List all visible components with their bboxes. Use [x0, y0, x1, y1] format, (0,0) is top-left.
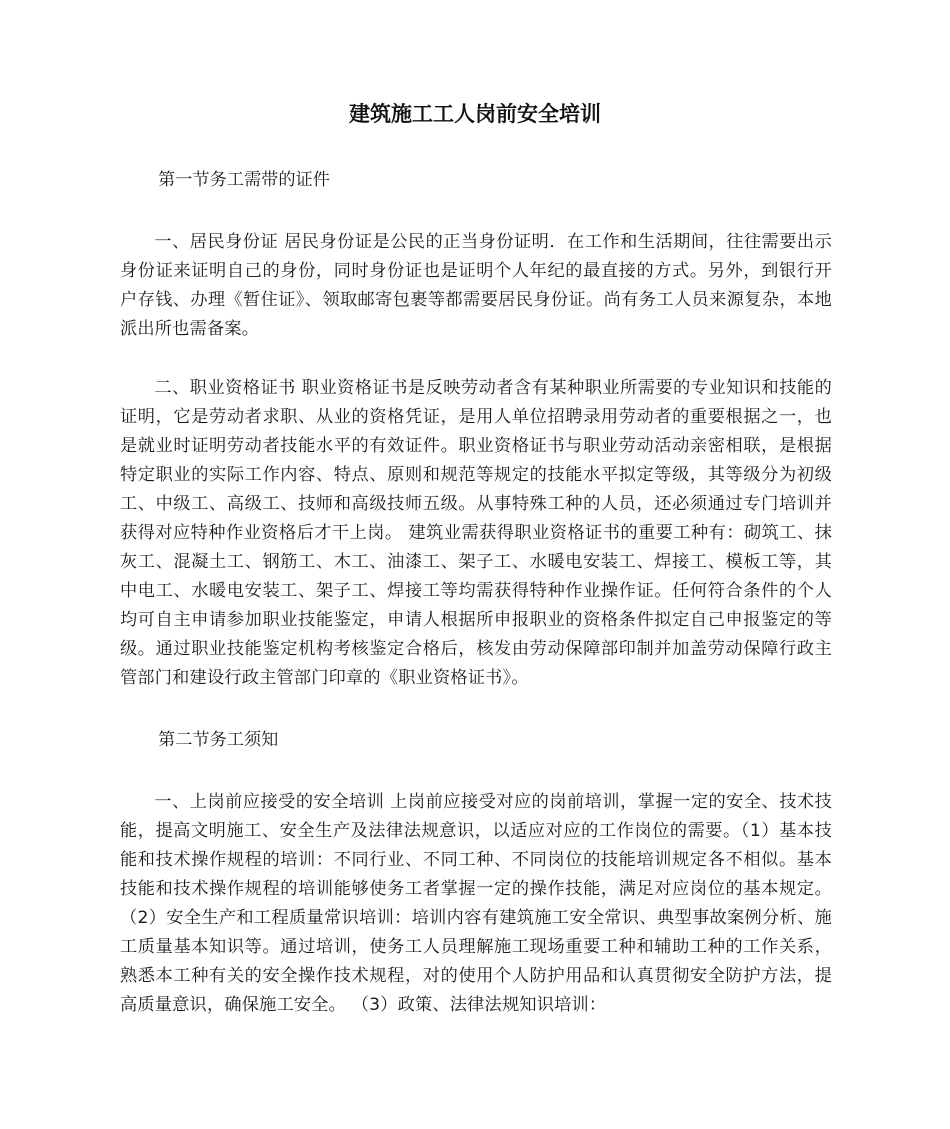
section1-heading: 第一节务工需带的证件 [158, 170, 330, 190]
section1-paragraph-2: 二、职业资格证书 职业资格证书是反映劳动者含有某种职业所需要的专业知识和技能的证明，它是劳动者求职、从业的资格凭证，是用人单位招聘录用劳动者的重要根据之一，也是就业时证明劳动者技能水平的有效证件。职业资格证书与职业劳动活动亲密相联，是根据特定职业的实际工作内容、特点、原则和规范等规定的技能水平拟定等级，其等级分为初级工、中级工、高级工、技师和高级技师五级。从事特殊工种的人员，还必须通过专门培训并获得对应特种作业资格后才干上岗。 建筑业需获得职业资格证书的重要工种有：砌筑工、抹灰工、混凝土工、钢筋工、木工、油漆工、架子工、水暖电安装工、焊接工、模板工等，其中电工、水暖电安装工、架子工、焊接工等均需获得特种作业操作证。任何符合条件的个人均可自主申请参加职业技能鉴定，申请人根据所申报职业的资格条件拟定自己申报鉴定的等级。通过职业技能鉴定机构考核鉴定合格后，核发由劳动保障部印制并加盖劳动保障行政主管部门和建设行政主管部门印章的《职业资格证书》。 [120, 378, 832, 688]
section2-paragraph-1: 一、上岗前应接受的安全培训 上岗前应接受对应的岗前培训，掌握一定的安全、技术技能，提高文明施工、安全生产及法律法规意识，以适应对应的工作岗位的需要。（1）基本技能和技术操作规程的培训：不同行业、不同工种、不同岗位的技能培训规定各不相似。基本技能和技术操作规程的培训能够使务工者掌握一定的操作技能，满足对应岗位的基本规定。 （2）安全生产和工程质量常识培训：培训内容有建筑施工安全常识、典型事故案例分析、施工质量基本知识等。通过培训，使务工人员理解施工现场重要工种和辅助工种的工作关系，熟悉本工种有关的安全操作技术规程，对的使用个人防护用品和认真贯彻安全防护方法，提高质量意识，确保施工安全。 （3）政策、法律法规知识培训： [120, 792, 832, 1015]
section1-paragraph-1: 一、居民身份证 居民身份证是公民的正当身份证明．在工作和生活期间，往往需要出示身份证来证明自己的身份，同时身份证也是证明个人年纪的最直接的方式。另外，到银行开户存钱、办理《暂住证》、领取邮寄包裹等都需要居民身份证。尚有务工人员来源复杂，本地派出所也需备案。 [120, 232, 832, 339]
section2-heading: 第二节务工须知 [158, 730, 279, 750]
document-title: 建筑施工工人岗前安全培训 [349, 102, 601, 126]
